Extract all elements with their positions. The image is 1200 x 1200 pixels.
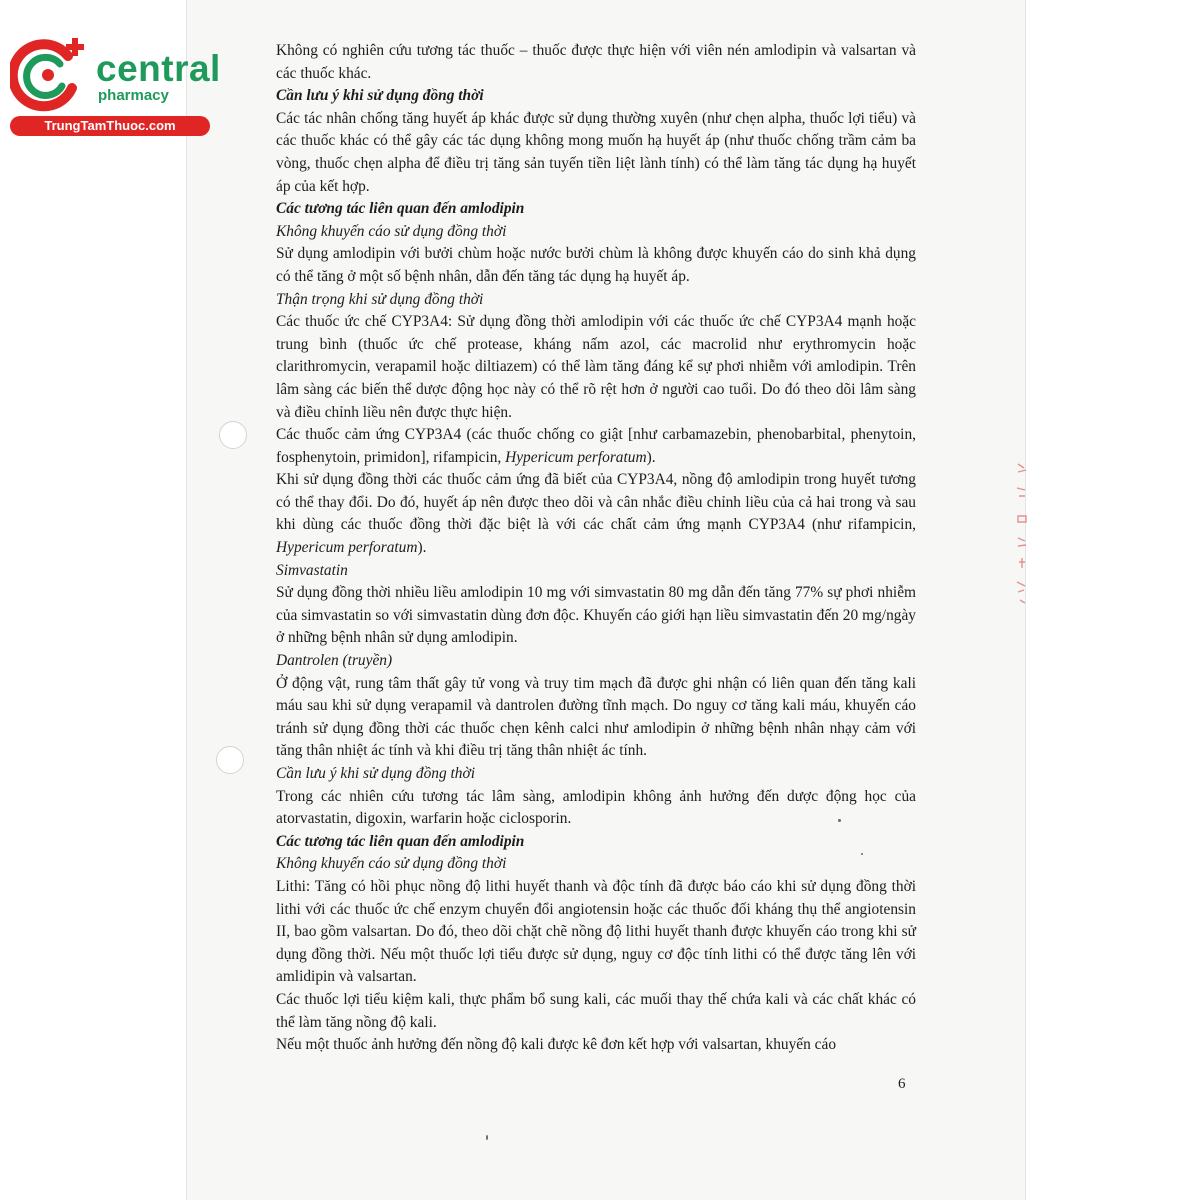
subsection-heading: Simvastatin <box>276 561 348 579</box>
subsection-heading: Cần lưu ý khi sử dụng đồng thời <box>276 765 475 782</box>
section-heading: Các tương tác liên quan đến amlodipin <box>276 832 525 850</box>
paragraph: Nếu một thuốc ảnh hưởng đến nồng độ kali được kê đơn kết hợp với valsartan, khuyến cáo <box>276 1036 837 1054</box>
paragraph-text: Các thuốc cảm ứng CYP3A4 (các thuốc chống co giật [như carbamazebin, phenobarbital, phenytoin, fosphenytoin, primidon], rifampicin, <box>276 426 916 466</box>
punch-hole <box>216 746 244 774</box>
paragraph: Các thuốc ức chế CYP3A4: Sử dụng đồng thời amlodipin với các thuốc ức chế CYP3A4 mạnh hoặc trung bình (thuốc ức chế protease, kháng nấm azol, các macrolid như erythromycin hoặc clarithromycin, verapamil hoặc diltiazem) có thể làm tăng đáng kể sự phơi nhiễm với amlodipin. Trên lâm sàng các biến thể dược động học này có thể rõ rệt hơn ở người cao tuổi. Do đó theo dõi lâm sàng và điều chỉnh liều nên được thực hiện. <box>276 313 916 421</box>
subsection-heading: Không khuyến cáo sử dụng đồng thời <box>276 855 507 873</box>
subsection-heading: Dantrolen (truyền) <box>276 652 393 670</box>
brand-subtitle: pharmacy <box>98 87 169 104</box>
brand-name: central <box>96 48 221 89</box>
brand-website[interactable]: TrungTamThuoc.com <box>10 116 210 136</box>
red-stamp-mark <box>1012 458 1034 608</box>
scan-speck <box>838 819 841 822</box>
subsection-heading: Thận trọng khi sử dụng đồng thời <box>276 290 484 308</box>
page-number: 6 <box>898 1076 906 1092</box>
paragraph: Các thuốc lợi tiểu kiệm kali, thực phẩm bổ sung kali, các muối thay thế chứa kali và các chất khác có thể làm tăng nồng độ kali. <box>276 990 916 1031</box>
section-heading: Cần lưu ý khi sử dụng đồng thời <box>276 87 484 105</box>
paragraph-text: ). <box>417 539 427 557</box>
subsection-heading: Không khuyến cáo sử dụng đồng thời <box>276 222 507 240</box>
scan-speck <box>861 853 863 855</box>
paragraph: Lithi: Tăng có hồi phục nồng độ lithi huyết thanh và độc tính đã được báo cáo khi sử dụng đồng thời lithi với các thuốc ức chế enzym chuyển đổi angiotensin hoặc các thuốc đối kháng thụ thể angiotensin II, bao gồm valsartan. Do đó, theo dõi chặt chẽ nồng độ lithi huyết thanh được khuyến cáo trong khi sử dụng đồng thời. Nếu một thuốc lợi tiểu được sử dụng, nguy cơ độc tính lithi có thể được tăng lên với amlidipin và valsartan. <box>276 877 916 986</box>
punch-hole <box>219 421 247 449</box>
paragraph: Sử dụng đồng thời nhiều liều amlodipin 10 mg với simvastatin 80 mg dẫn đến tăng 77% sự phơi nhiễm của simvastatin so với simvastatin dùng đơn độc. Khuyến cáo giới hạn liều simvastatin đến 20 mg/ngày ở những bệnh nhân sử dụng amlodipin. <box>276 584 916 647</box>
paragraph: Sử dụng amlodipin với bưởi chùm hoặc nước bưởi chùm là không được khuyến cáo do sinh khả dụng có thể tăng ở một số bệnh nhân, dẫn đến tăng tác dụng hạ huyết áp. <box>276 245 916 285</box>
paragraph: Trong các nhiên cứu tương tác lâm sàng, amlodipin không ảnh hưởng đến dược động học của atorvastatin, digoxin, warfarin hoặc ciclosporin. <box>276 787 916 828</box>
scan-speck <box>486 1135 488 1140</box>
paragraph-text: ). <box>646 448 656 466</box>
paragraph-text: Khi sử dụng đồng thời các thuốc cảm ứng đã biết của CYP3A4, nồng độ amlodipin trong huyết tương có thể thay đổi. Do đó, huyết áp nên được theo dõi và cân nhắc điều chỉnh liều của cả hai trong và sau khi dùng các thuốc đồng thời đặc biệt là với các chất cảm ứng mạnh CYP3A4 (như rifampicin, <box>276 471 916 534</box>
species-name: Hypericum perforatum <box>505 448 647 466</box>
paragraph: Ở động vật, rung tâm thất gây tử vong và truy tim mạch đã được ghi nhận có liên quan đến tăng kali máu sau khi sử dụng verapamil và dantrolen đường tĩnh mạch. Do nguy cơ tăng kali máu, khuyến cáo tránh sử dụng đồng thời các thuốc chẹn kênh calci như amlodipin ở những bệnh nhân nhạy cảm với tăng thân nhiệt ác tính và khi điều trị tăng thân nhiệt ác tính. <box>276 674 916 760</box>
paragraph <box>276 424 916 469</box>
paragraph <box>276 469 916 559</box>
paragraph: Các tác nhân chống tăng huyết áp khác được sử dụng thường xuyên (như chẹn alpha, thuốc lợi tiểu) và các thuốc khác có thể gây các tác dụng không mong muốn hạ huyết áp (như thuốc chống trầm cảm ba vòng, thuốc chẹn alpha để điều trị tăng sản tuyến tiền liệt lành tính) có thể làm tăng tác dụng hạ huyết áp của kết hợp. <box>276 109 916 195</box>
paragraph: Không có nghiên cứu tương tác thuốc – thuốc được thực hiện với viên nén amlodipin và valsartan và các thuốc khác. <box>276 42 916 82</box>
section-heading: Các tương tác liên quan đến amlodipin <box>276 200 525 218</box>
species-name: Hypericum perforatum <box>276 539 418 557</box>
document-body <box>276 40 916 1057</box>
pharmacy-cross-c-icon <box>10 36 90 114</box>
brand-logo[interactable] <box>10 36 220 136</box>
